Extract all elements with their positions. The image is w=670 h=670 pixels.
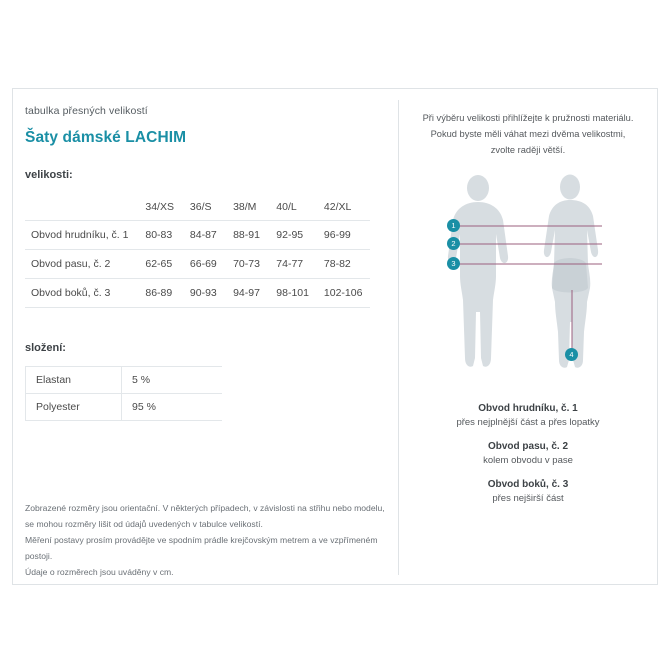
measure-title-hips: Obvod boků, č. 3 <box>487 479 569 490</box>
kicker-text: tabulka přesných velikostí <box>25 105 148 117</box>
cell-chest-36s: 84-87 <box>184 221 227 250</box>
note-line-1: Zobrazené rozměry jsou orientační. V některých případech, v závislosti na střihu nebo modelu, <box>25 503 385 513</box>
cell-hips-36s: 90-93 <box>184 279 227 308</box>
col-header-42xl: 42/XL <box>318 193 370 221</box>
cell-waist-38m: 70-73 <box>227 250 270 279</box>
cell-hips-34xs: 86-89 <box>139 279 184 308</box>
size-table-head <box>25 193 370 221</box>
material-name-polyester: Polyester <box>26 394 122 421</box>
note-line-3: Měření postavy prosím provádějte ve spodním prádle krejčovským metrem a ve vzpřímeném postoji. <box>25 535 378 561</box>
cell-waist-36s: 66-69 <box>184 250 227 279</box>
composition-block <box>25 342 385 421</box>
note-line-2: se mohou rozměry lišit od údajů uvedených v tabulce velikostí. <box>25 519 263 529</box>
left-figure-silhouette <box>448 175 508 367</box>
cell-waist-40l: 74-77 <box>270 250 318 279</box>
sizes-label: velikosti: <box>25 169 73 181</box>
cell-chest-38m: 88-91 <box>227 221 270 250</box>
cell-waist-34xs: 62-65 <box>139 250 184 279</box>
right-column <box>404 105 652 517</box>
figure-illustration <box>404 172 652 387</box>
intro-line-2: Pokud byste měli váhat mezi dvěma velikostmi, <box>430 129 626 139</box>
table-row <box>25 279 370 308</box>
table-row <box>25 250 370 279</box>
cell-chest-40l: 92-95 <box>270 221 318 250</box>
measure-desc-chest: přes nejplnější část a přes lopatky <box>456 417 600 428</box>
size-table <box>25 193 370 308</box>
cell-waist-42xl: 78-82 <box>318 250 370 279</box>
body-figures <box>404 172 652 387</box>
measure-desc-waist: kolem obvodu v pase <box>483 455 573 466</box>
measure-desc-hips: přes nejširší část <box>492 493 564 504</box>
cell-hips-42xl: 102-106 <box>318 279 370 308</box>
row-label-hips: Obvod boků, č. 3 <box>25 279 139 308</box>
row-label-waist: Obvod pasu, č. 2 <box>25 250 139 279</box>
intro-text <box>410 110 646 158</box>
table-row <box>26 367 223 394</box>
column-divider <box>398 100 399 575</box>
col-header-34xs: 34/XS <box>139 193 184 221</box>
measure-title-chest: Obvod hrudníku, č. 1 <box>478 403 578 414</box>
cell-chest-34xs: 80-83 <box>139 221 184 250</box>
intro-line-1: Při výběru velikosti přihlížejte k pružnosti materiálu. <box>422 113 634 123</box>
measure-title-waist: Obvod pasu, č. 2 <box>487 441 569 452</box>
table-row <box>25 221 370 250</box>
col-header-40l: 40/L <box>270 193 318 221</box>
cell-hips-40l: 98-101 <box>270 279 318 308</box>
badge-3-hips: 3 <box>447 257 460 270</box>
material-percent-elastan: 5 % <box>122 367 223 394</box>
badge-1-chest: 1 <box>447 219 460 232</box>
left-column <box>25 105 385 421</box>
table-row <box>26 394 223 421</box>
note-line-4: Údaje o rozměrech jsou uváděny v cm. <box>25 567 174 577</box>
col-header-36s: 36/S <box>184 193 227 221</box>
composition-label: složení: <box>25 342 66 354</box>
composition-table <box>25 366 222 421</box>
table-header-row <box>25 193 370 221</box>
disclaimer-notes <box>25 500 385 580</box>
badge-2-waist: 2 <box>447 237 460 250</box>
page-title: Šaty dámské LACHIM <box>25 129 187 146</box>
col-header-measure <box>25 193 139 221</box>
material-percent-polyester: 95 % <box>122 394 223 421</box>
right-figure-silhouette <box>544 175 598 368</box>
row-label-chest: Obvod hrudníku, č. 1 <box>25 221 139 250</box>
cell-chest-42xl: 96-99 <box>318 221 370 250</box>
measurement-descriptions <box>404 403 652 504</box>
col-header-38m: 38/M <box>227 193 270 221</box>
material-name-elastan: Elastan <box>26 367 122 394</box>
intro-line-3: zvolte raději větší. <box>490 145 566 155</box>
size-table-body <box>25 221 370 308</box>
cell-hips-38m: 94-97 <box>227 279 270 308</box>
badge-4-length: 4 <box>565 348 578 361</box>
